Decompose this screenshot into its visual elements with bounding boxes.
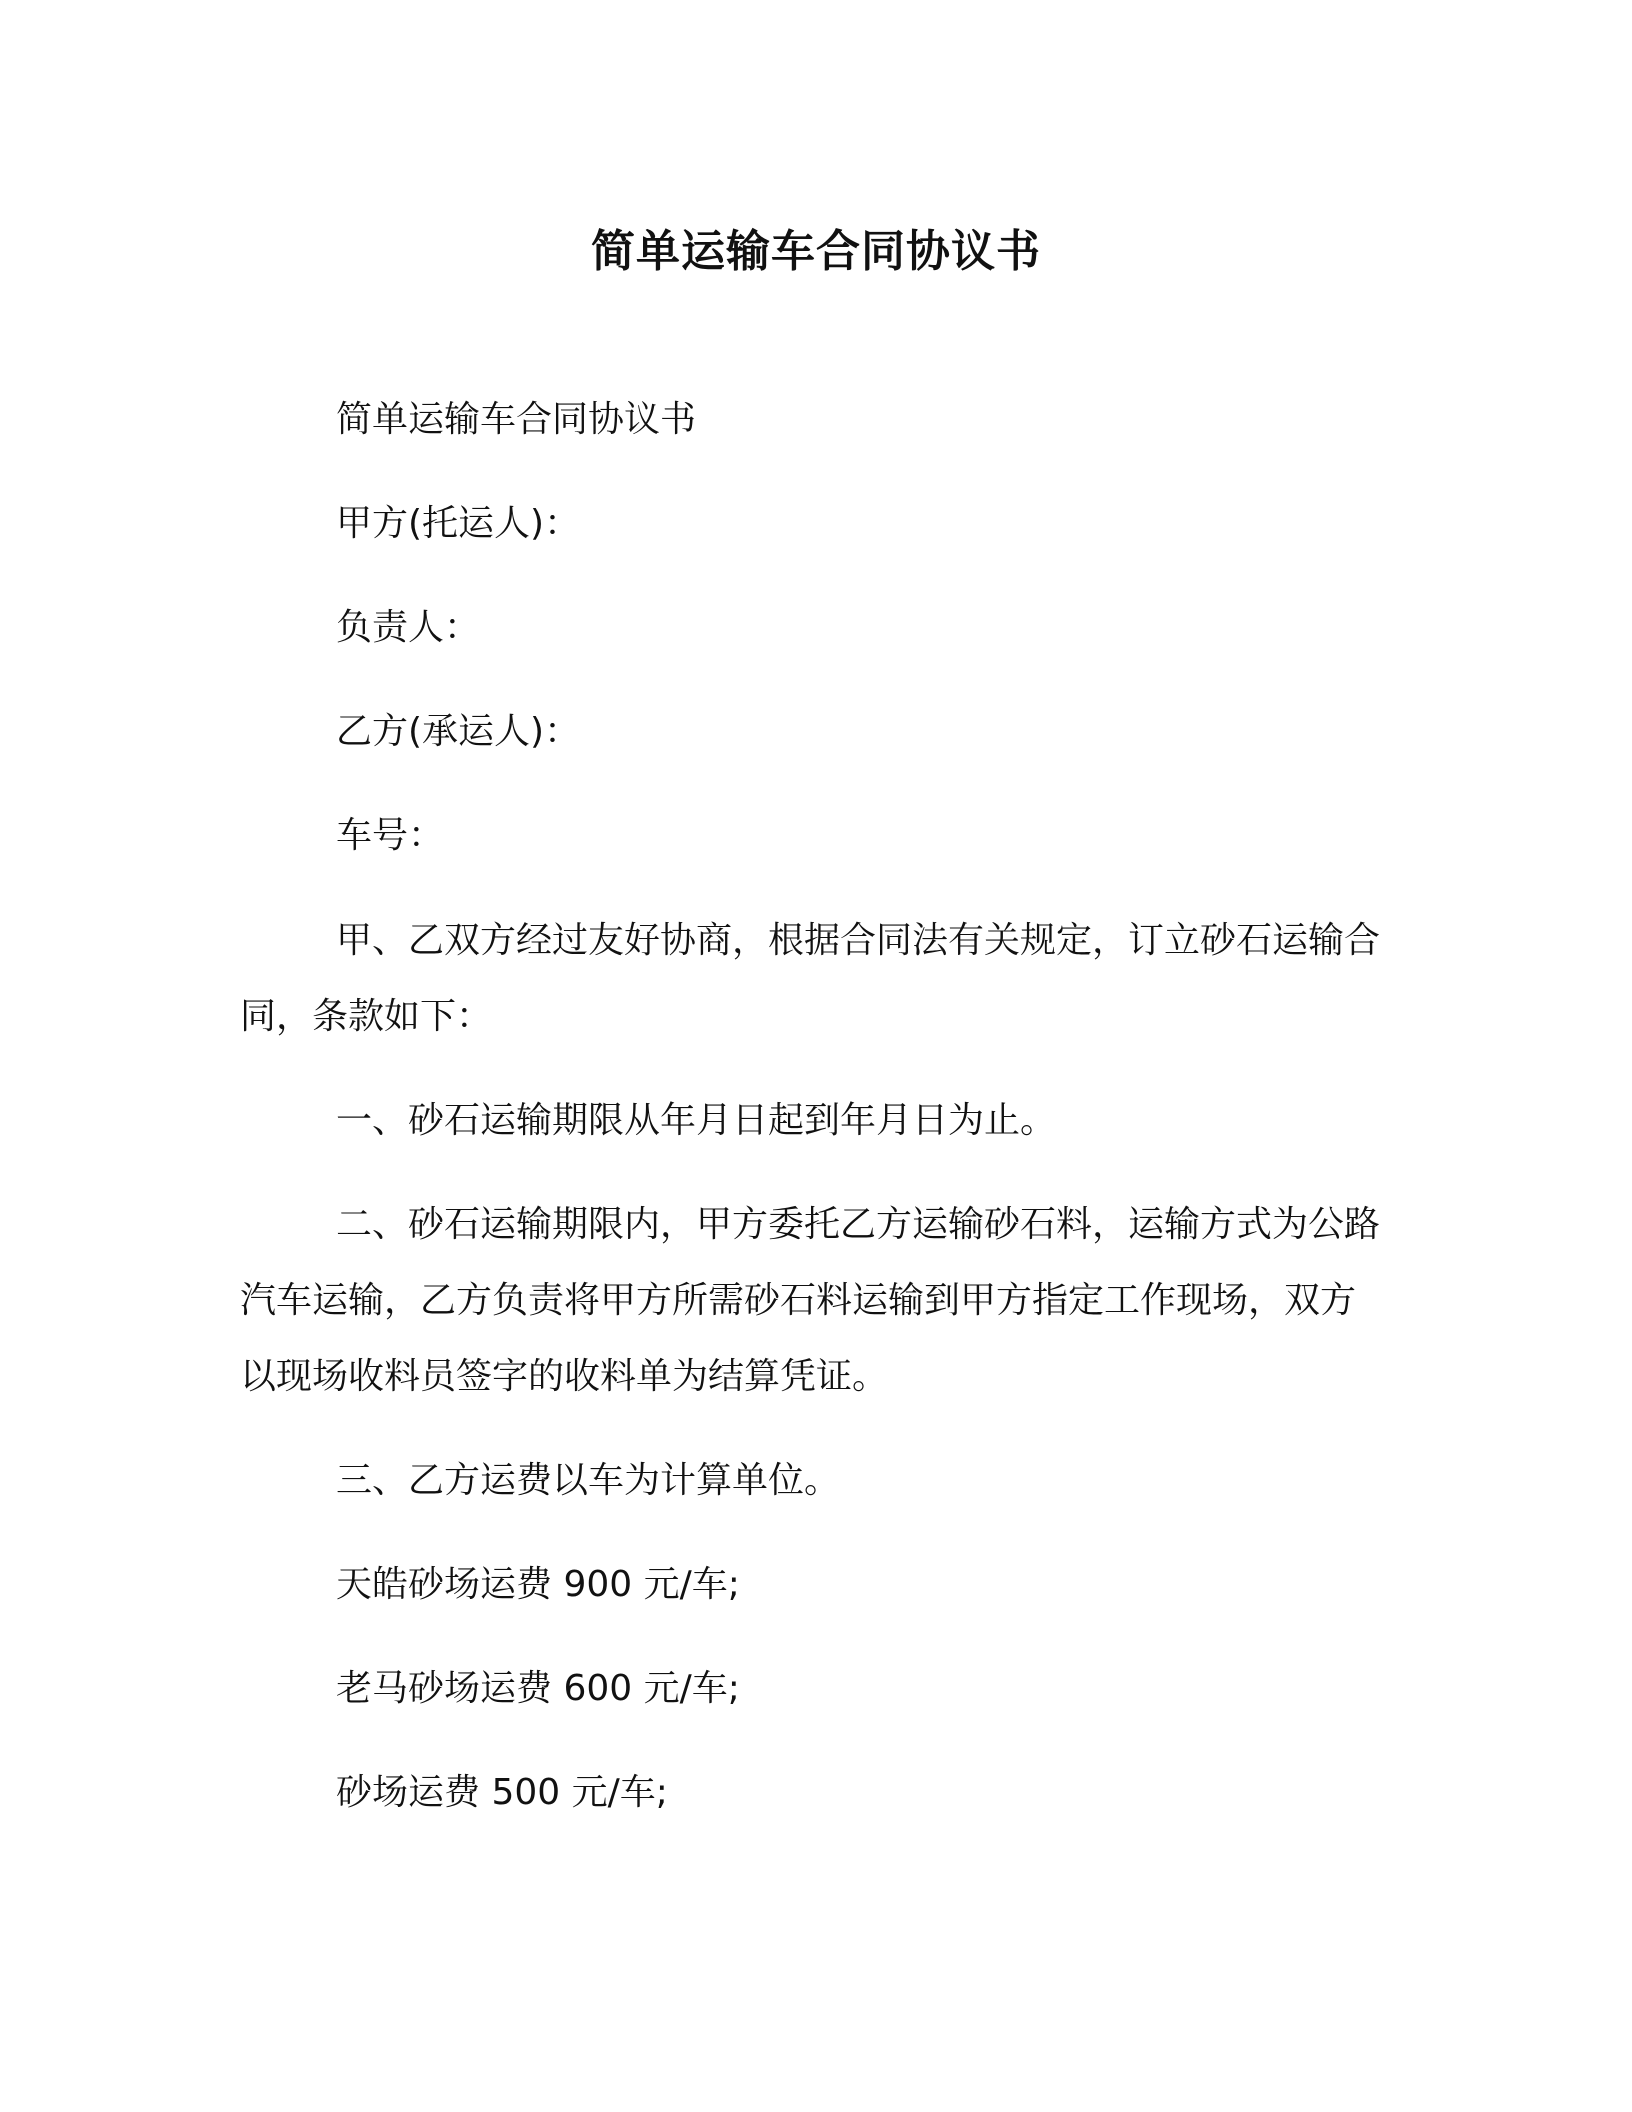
document-title: 简单运输车合同协议书 <box>591 226 1041 277</box>
document-subtitle: 简单运输车合同协议书 <box>336 399 697 440</box>
fee-line-3: 砂场运费 500 元/车; <box>336 1772 668 1813</box>
clause-1: 一、砂石运输期限从年月日起到年月日为止。 <box>336 1100 1057 1141</box>
clause-3: 三、乙方运费以车为计算单位。 <box>336 1460 841 1501</box>
vehicle-number-line: 车号： <box>336 815 445 856</box>
responsible-person-line: 负责人： <box>336 607 481 648</box>
fee-line-2: 老马砂场运费 600 元/车; <box>336 1668 740 1709</box>
clause-2: 二、砂石运输期限内，甲方委托乙方运输砂石料，运输方式为公路汽车运输，乙方负责将甲方所需砂石料运输到甲方指定工作现场，双方以现场收料员签字的收料单为结算凭证。 <box>240 1204 1381 1397</box>
party-a-line: 甲方(托运人)： <box>336 503 581 544</box>
party-b-line: 乙方(承运人)： <box>336 711 581 752</box>
intro-paragraph: 甲、乙双方经过友好协商，根据合同法有关规定，订立砂石运输合同，条款如下： <box>240 920 1381 1037</box>
fee-line-1: 天皓砂场运费 900 元/车; <box>336 1564 740 1605</box>
